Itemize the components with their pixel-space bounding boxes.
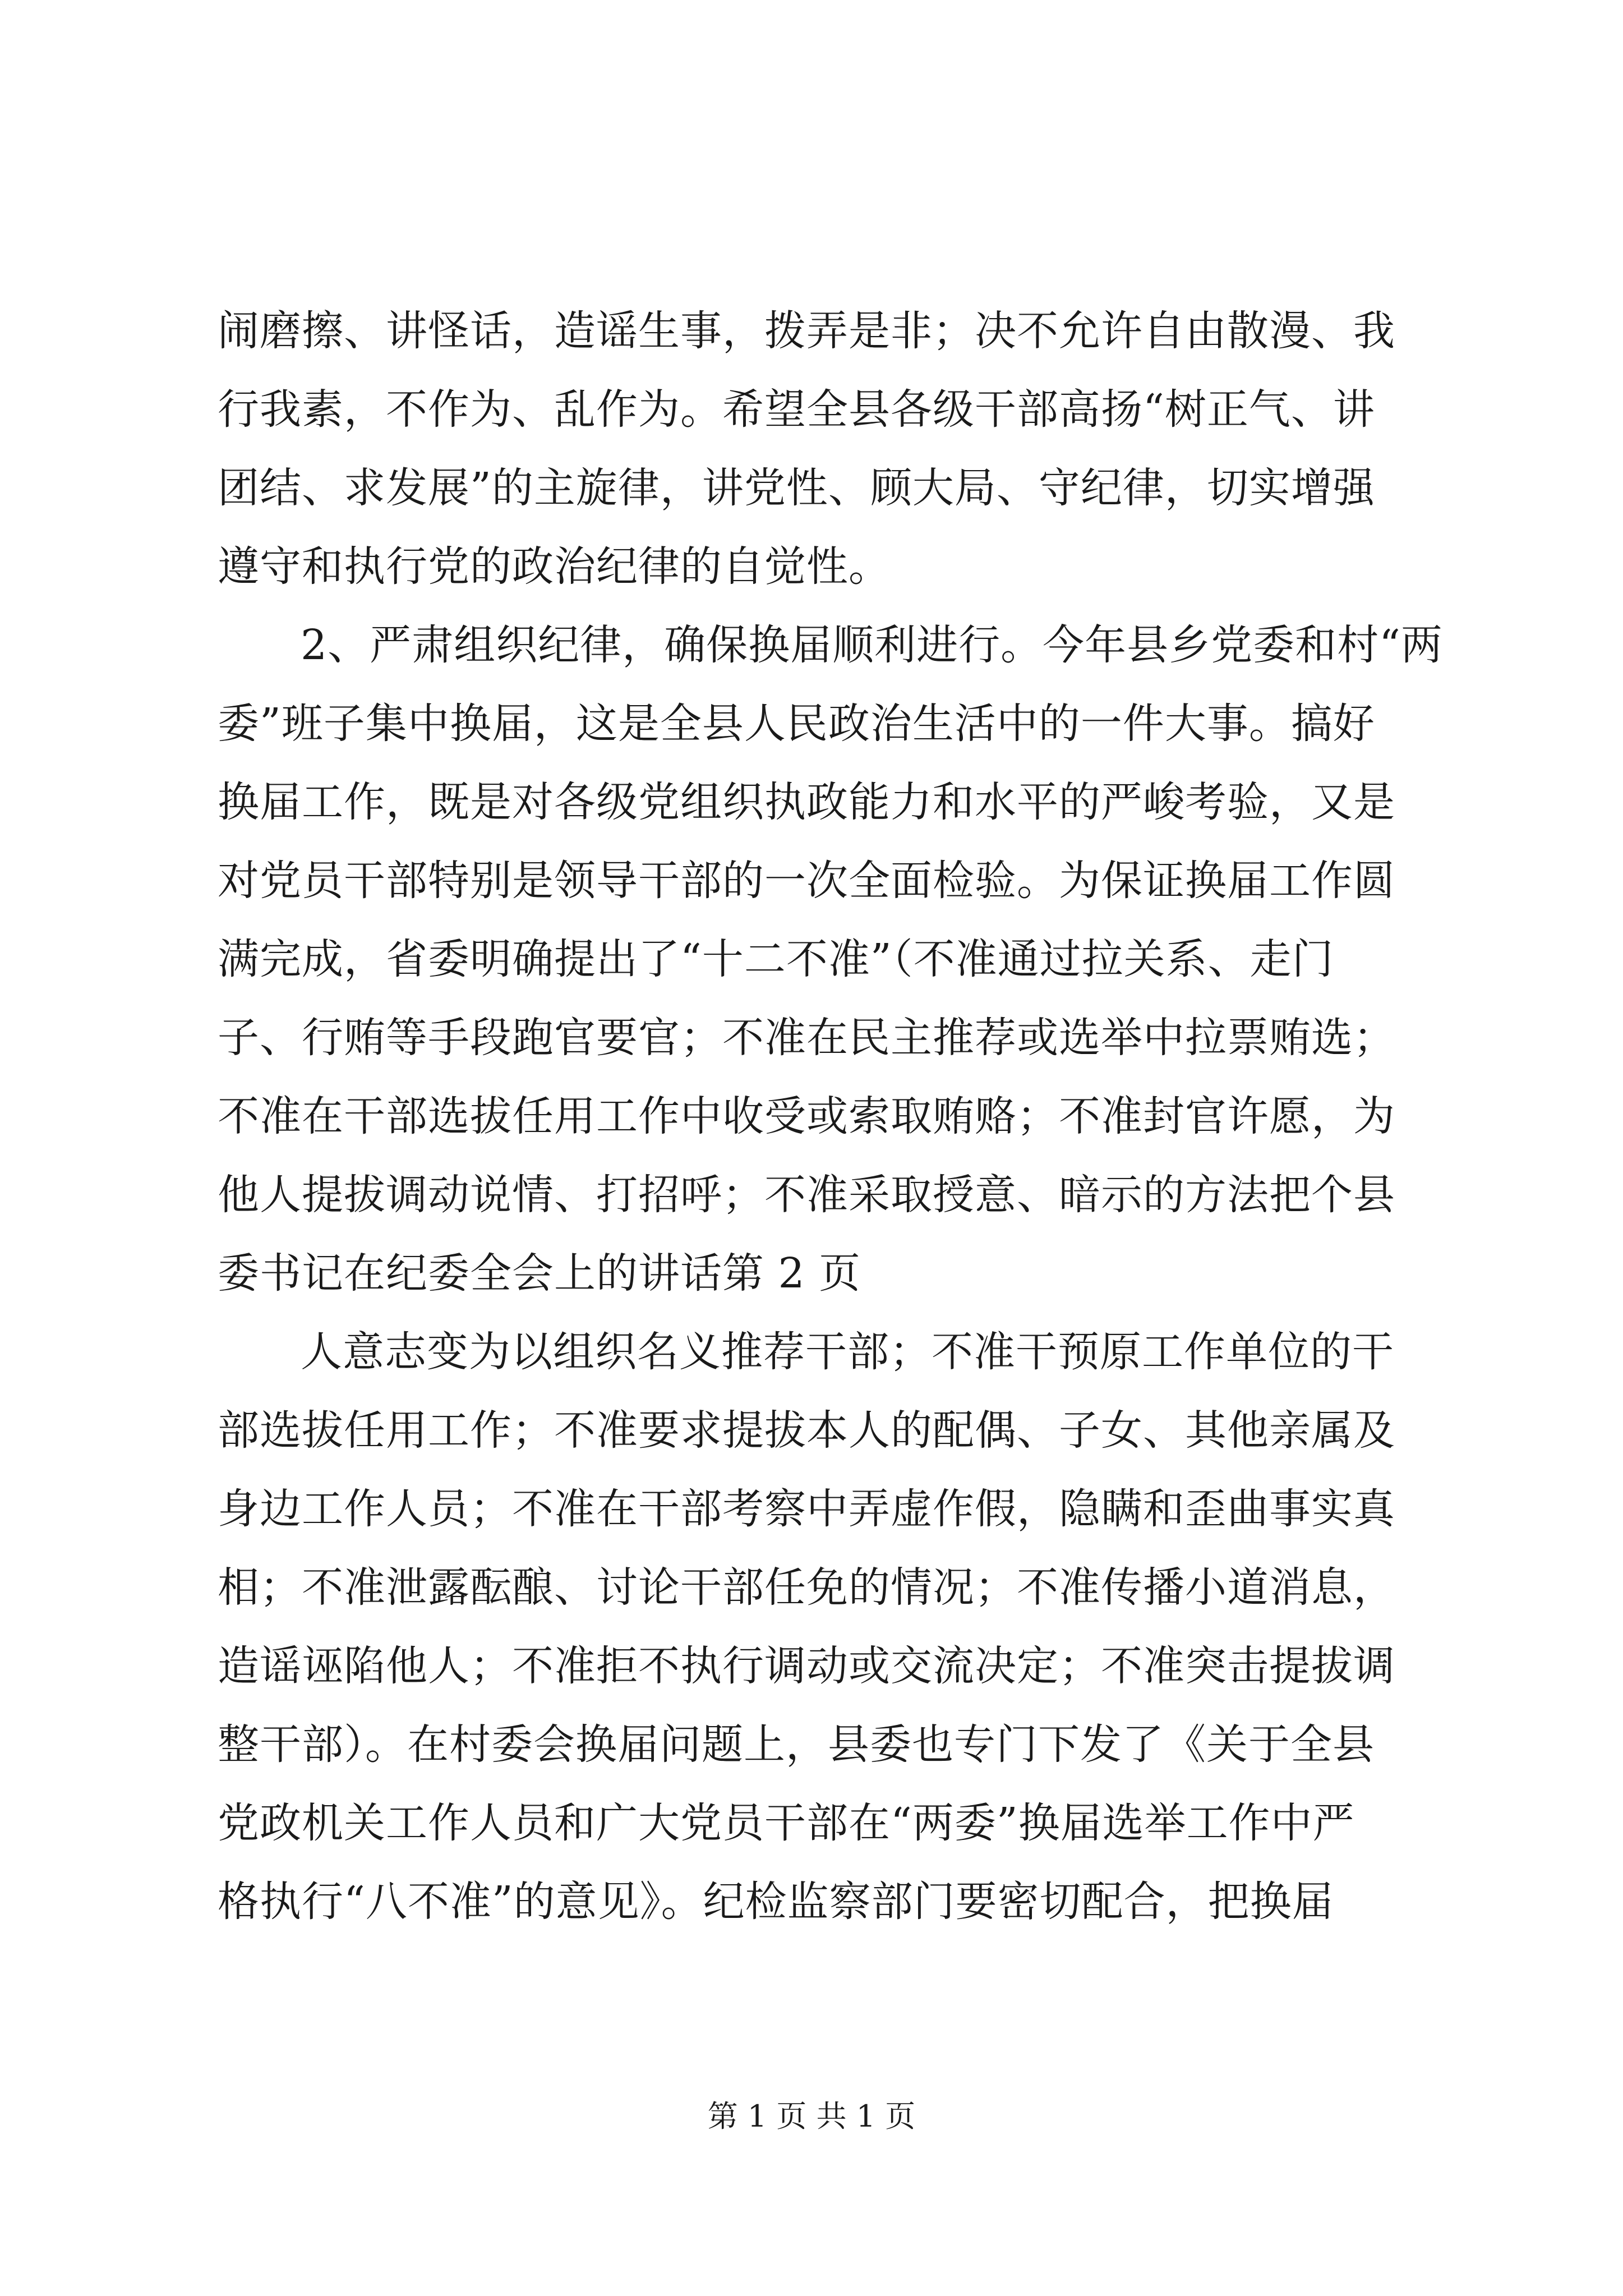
text-line: 换届工作，既是对各级党组织执政能力和水平的严峻考验，又是: [218, 778, 1395, 826]
text-line: 他人提拔调动说情、打招呼；不准采取授意、暗示的方法把个县: [218, 1171, 1395, 1219]
document-body: [218, 292, 1443, 1941]
text-line: 满完成，省委明确提出了“十二不准”（不准通过拉关系、走门: [218, 935, 1334, 983]
text-line: 对党员干部特别是领导干部的一次全面检验。为保证换届工作圆: [218, 857, 1395, 905]
text-line: 相；不准泄露酝酿、讨论干部任免的情况；不准传播小道消息，: [218, 1563, 1395, 1612]
text-line: 党政机关工作人员和广大党员干部在“两委”换届选举工作中严: [218, 1799, 1355, 1847]
paragraph-start-line: 2、严肃组织纪律，确保换届顺利进行。今年县乡党委和村“两: [301, 621, 1443, 669]
text-line: 委书记在纪委全会上的讲话第 2 页: [218, 1249, 861, 1297]
text-line: 子、行贿等手段跑官要官；不准在民主推荐或选举中拉票贿选；: [218, 1014, 1395, 1062]
text-line: 团结、求发展”的主旋律，讲党性、顾大局、守纪律，切实增强: [218, 464, 1375, 512]
page-footer: 第 1 页 共 1 页: [707, 2099, 916, 2134]
text-line: 委”班子集中换届，这是全县人民政治生活中的一件大事。搞好: [218, 700, 1375, 748]
text-line: 整干部）。在村委会换届问题上，县委也专门下发了《关于全县: [218, 1720, 1375, 1769]
text-line: 造谣诬陷他人；不准拒不执行调动或交流决定；不准突击提拔调: [218, 1642, 1395, 1690]
text-line: 不准在干部选拔任用工作中收受或索取贿赂；不准封官许愿，为: [218, 1092, 1395, 1140]
text-line: 格执行“八不准”的意见》。纪检监察部门要密切配合，把换届: [218, 1878, 1334, 1926]
text-line: 行我素，不作为、乱作为。希望全县各级干部高扬“树正气、讲: [218, 385, 1375, 434]
text-line: 部选拔任用工作；不准要求提拔本人的配偶、子女、其他亲属及: [218, 1406, 1395, 1455]
paragraph-start-line: 人意志变为以组织名义推荐干部；不准干预原工作单位的干: [301, 1328, 1394, 1376]
text-line: 身边工作人员；不准在干部考察中弄虚作假，隐瞒和歪曲事实真: [218, 1485, 1395, 1533]
text-line: 遵守和执行党的政治纪律的自觉性。: [218, 542, 891, 591]
text-line: 闹磨擦、讲怪话，造谣生事，拨弄是非；决不允许自由散漫、我: [218, 307, 1395, 355]
